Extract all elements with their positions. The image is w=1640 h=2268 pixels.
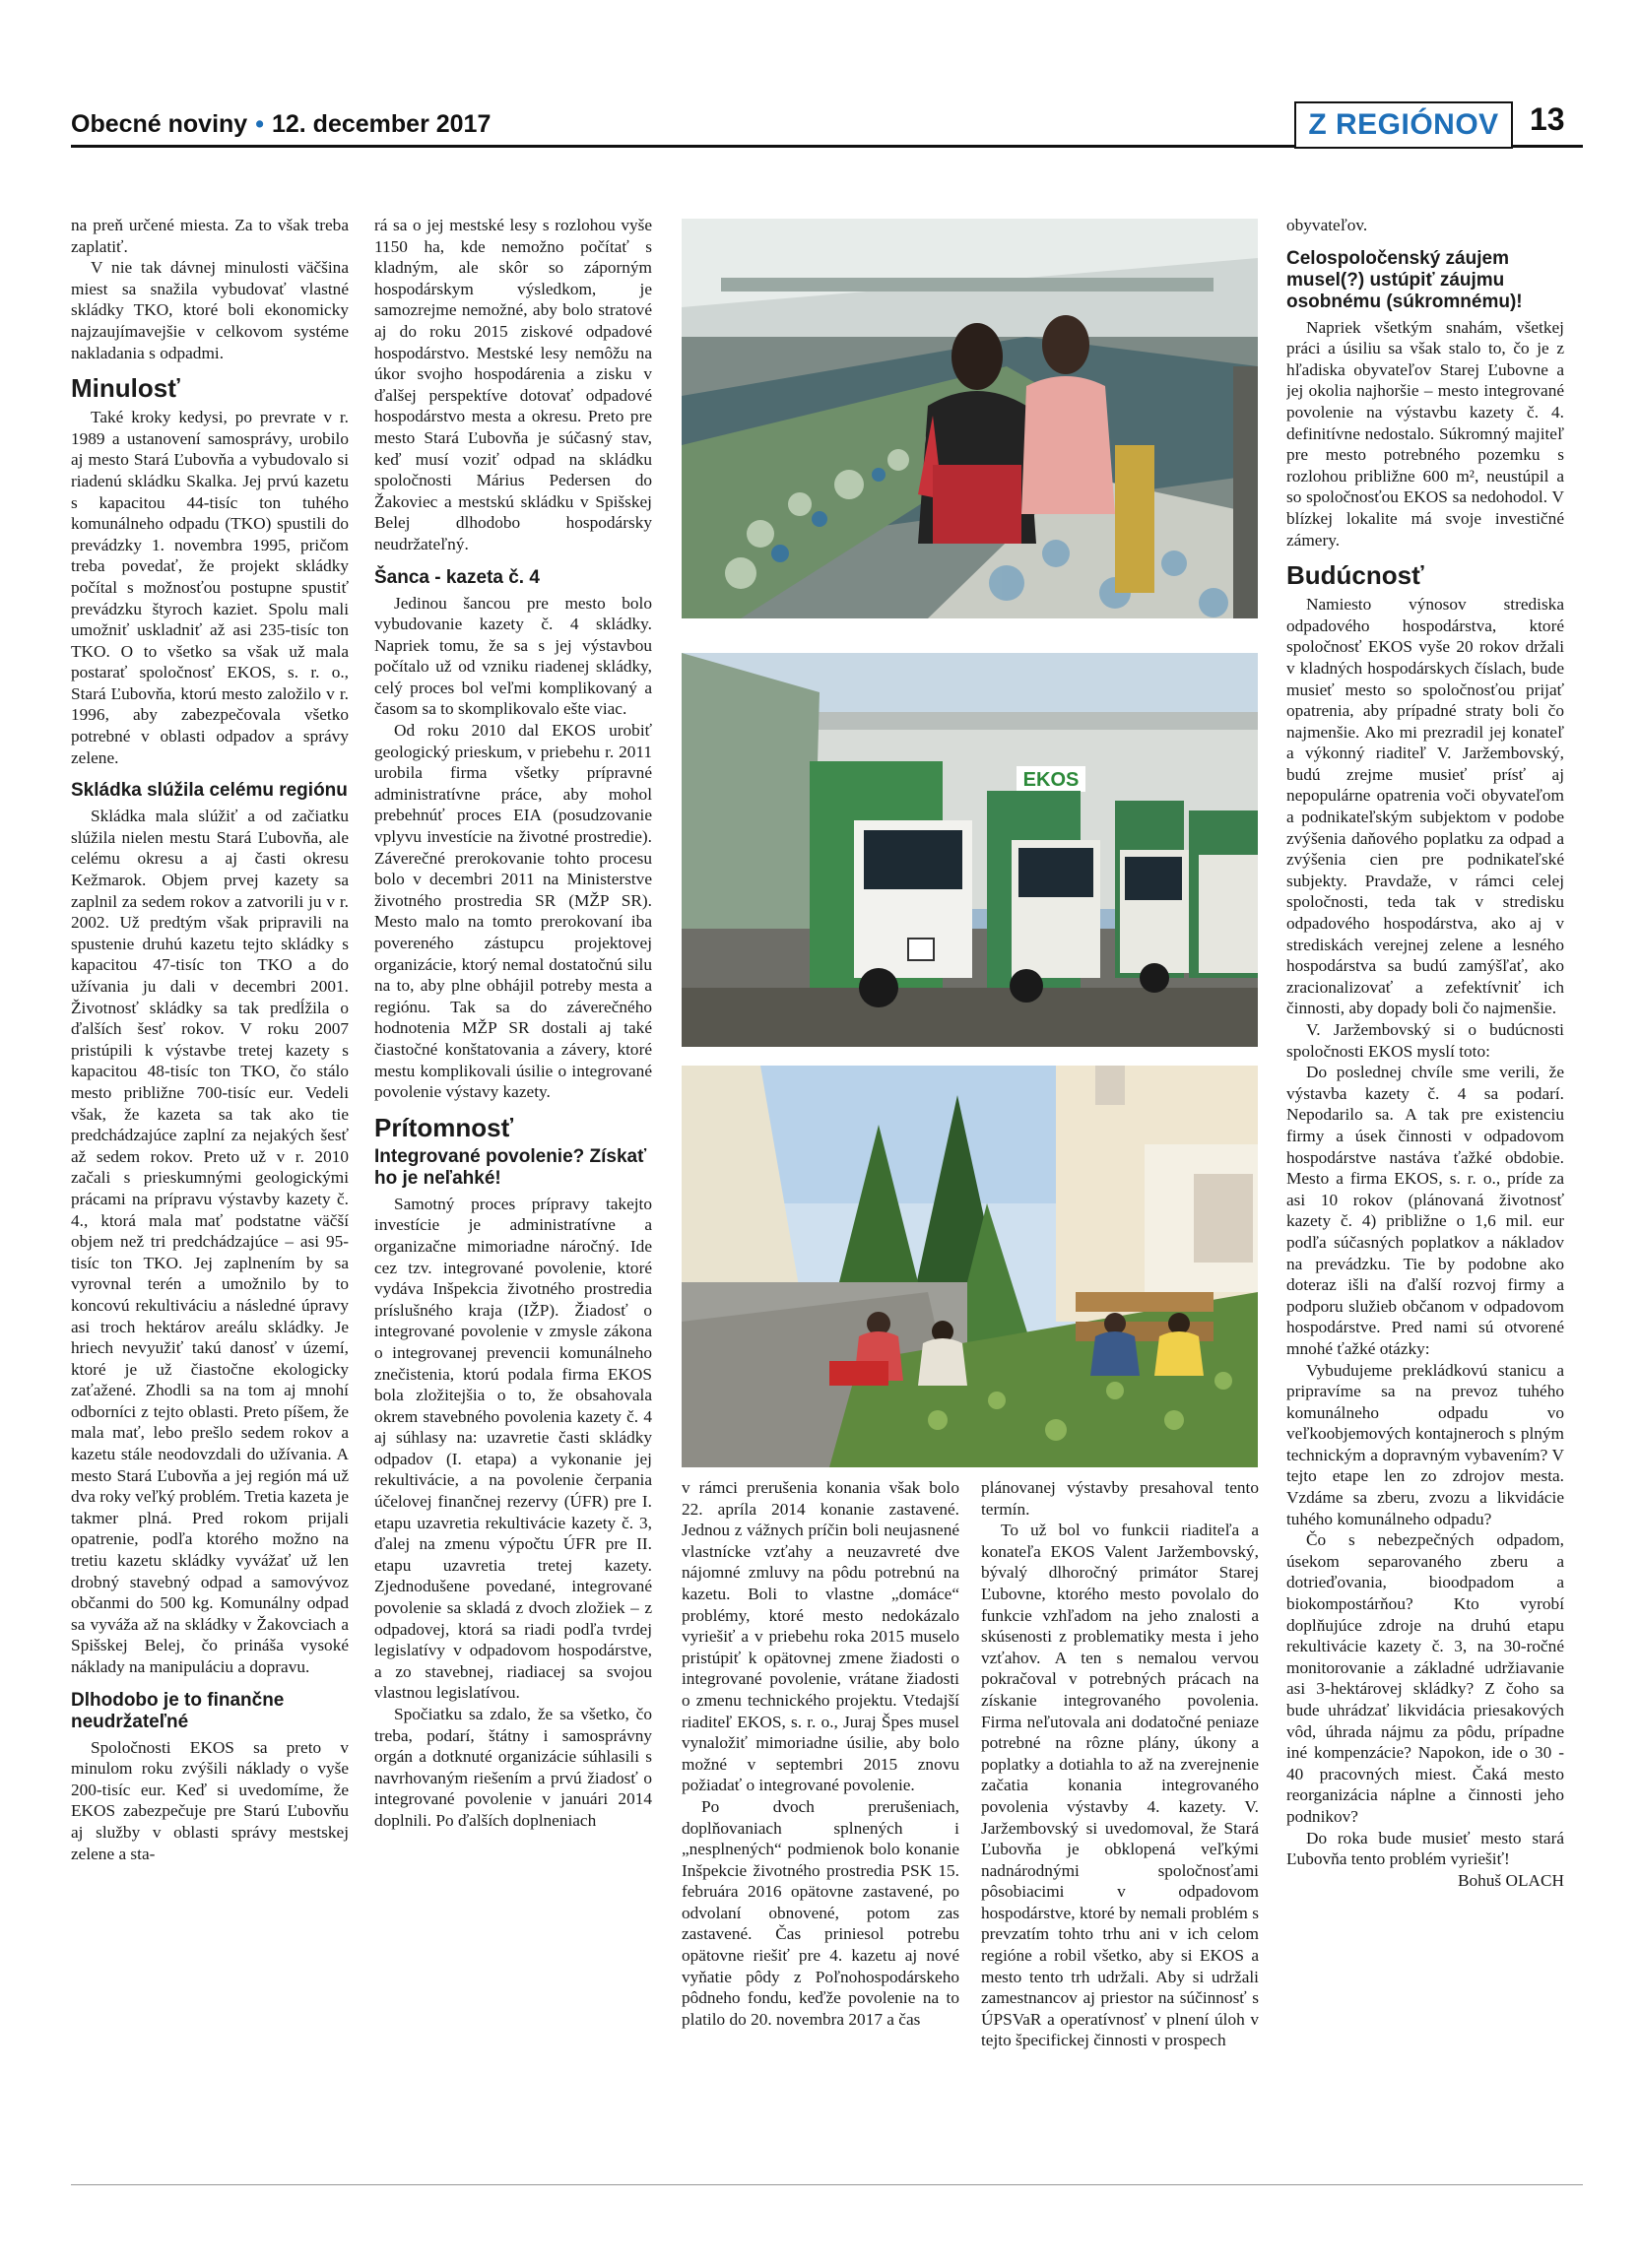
paragraph: Spoločnosti EKOS sa preto v minulom roku zvýšili náklady o vyše 200-tisíc eur. Keď si uvedomíme, že EKOS zabezpečuje pre Starú Ľubovňu aj služby v oblasti správy mestskej zelene a sta- bbox=[71, 1737, 349, 1863]
page-number: 13 bbox=[1530, 101, 1565, 137]
section-heading-dlhodobo: Dlhodobo je to finančne neudržateľné bbox=[71, 1689, 285, 1732]
paragraph: V. Jaržembovský si o budúcnosti spoločnosti EKOS myslí toto: bbox=[1286, 1020, 1564, 1061]
paragraph: Do poslednej chvíle sme verili, že výstavba kazety č. 4 sa podarí. Nepodarilo sa. A tak pre existenciu firmy a úsek činnosti v odpadovom hospodárstve nastáva ťažké obdobie. Mesto a firma EKOS, s. r. o., príde za asi 10 rokov (plánovaná životnosť kazety č. 4) približne o 1,6 mil. eur podľa súčasných poplatkov a nákladov na prevádzku. Tie by podobne ako doteraz išli na ďalší rozvoj firmy a podporu služieb občanom v odpadovom hospodárstve. Pred nami sú otvorené mnohé ťažké otázky: bbox=[1286, 1063, 1564, 1358]
paragraph: obyvateľov. bbox=[1286, 216, 1368, 234]
paragraph: rá sa o jej mestské lesy s rozlohou vyše 1150 ha, kde nemožno počítať s kladným, ale skôr so záporným hospodárskym výsledkom, je samozrejme nemožné, aby bolo stratové aj do roku 2015 ziskové odpadové hospodárstvo. Mestské lesy nemôžu na úkor svojho hospodárenia a zisku v ďalšej perspektíve dotovať odpadové hospodárstvo mesta a okresu. Preto pre mesto Stará Ľubovňa je súčasný stav, keď musí voziť odpad na skládku spoločnosti Márius Pedersen do Žakoviec a mestskú skládku v Spišskej Belej dlhodobo hospodársky neudržateľný. bbox=[374, 216, 652, 553]
paragraph: Po dvoch prerušeniach, doplňovaniach splnených i „nesplnených“ podmienok bolo konanie Inšpekcie životného prostredia PSK 15. februára 2016 opätovne zastavené, po odvolaní obnovené, potom zas zastavené. Čas priniesol potrebu opätovne riešiť pre 4. kazetu aj nové vyňatie pôdy z Poľnohospodárskeho pôdneho fondu, keďže povolenie na to platilo do 20. novembra 2017 a čas bbox=[682, 1796, 959, 2029]
column-4 bbox=[981, 1477, 1259, 2167]
paragraph: V nie tak dávnej minulosti väčšina miest sa snažila vybudovať vlastné skládky TKO, ktoré boli ekonomicky najzaujímavejšie v celkovom systéme nakladania s odpadmi. bbox=[71, 258, 349, 362]
footer-rule bbox=[71, 2184, 1583, 2185]
paragraph: Spočiatku sa zdalo, že sa všetko, čo treba, podarí, štátny i samosprávny orgán a dotknuté organizácie súhlasili s navrhovaným riešením a prvú žiadosť o integrované povolenie v januári 2014 doplnili. Po ďalších doplneniach bbox=[374, 1705, 652, 1830]
header-separator: • bbox=[255, 110, 264, 138]
paragraph: Jedinou šancou pre mesto bolo vybudovanie kazety č. 4 skládky. Napriek tomu, že sa s jej výstavbou počítalo už od vzniku riadenej skládky, celý proces bol veľmi komplikovaný a časom sa to skomplikovalo ešte viac. bbox=[374, 593, 652, 719]
section-heading-minulost: Minulosť bbox=[71, 373, 180, 404]
paragraph: Od roku 2010 dal EKOS urobiť geologický prieskum, v priebehu r. 2011 urobila firma všetky prípravné administratívne práce, aby mohol prebehnúť proces EIA (posudzovanie vplyvu investície na životné prostredie). Záverečné prerokovanie tohto procesu bolo v decembri 2011 na Ministerstve životného prostredia SR (MŽP SR). Mesto malo na tomto prerokovaní iba povereného zástupcu projektovej organizácie, ktorý nemal dostatočnú silu na to, aby plne obhájil potreby mesta a regiónu. Tak sa do záverečného hodnotenia MŽP SR dostali aj také čiastočné konštatovania a závery, ktoré mestu komplikovali úsilie o integrované povolenie výstavy kazety. bbox=[374, 721, 652, 1102]
column-3 bbox=[682, 1477, 959, 2167]
ekos-garbage-trucks-photo bbox=[682, 653, 1258, 1047]
section-heading-skladka: Skládka slúžila celému regiónu bbox=[71, 780, 348, 802]
paragraph: Do roka bude musieť mesto stará Ľubovňa tento problém vyriešiť! bbox=[1286, 1828, 1564, 1869]
paragraph: Namiesto výnosov strediska odpadového hospodárstva, ktoré spoločnosť EKOS vyše 20 rokov držali v kladných hospodárskych číslach, bude musieť mesto so spoločnosťou prijať opatrenia, aby prípadné straty boli čo najmenšie. Ako mi prezradil jej konateľ a výkonný riaditeľ V. Jaržembovský, budú zrejme musieť prísť aj nepopulárne opatrenia voči obyvateľom a podnikateľským subjektom v podobe zvýšenia daňového poplatku za odpad a zvýšenia cien pre podnikateľské subjekty. Pravdaže, v rámci celej spoločnosti, teda tak v stredisku odpadového hospodárstva, ako aj v strediskách verejnej zelene a lesného hospodárstva sa budú zamýšľať, ako zracionalizovať a zefektívniť ich činnosti, aby dopady boli čo najmenšie. bbox=[1286, 595, 1564, 1018]
section-heading-pritomnost: Prítomnosť bbox=[374, 1112, 514, 1142]
section-heading-buducnost: Budúcnosť bbox=[1286, 560, 1424, 591]
author-signature: Bohuš OLACH bbox=[1457, 1870, 1564, 1890]
running-header bbox=[71, 110, 491, 139]
subheading-integrovane: Integrované povolenie? Získať ho je neľahké! bbox=[374, 1145, 647, 1189]
paragraph: Skládka mala slúžiť a od začiatku slúžila nielen mestu Stará Ľubovňa, ale celému okresu a aj časti okresu Kežmarok. Objem prvej kazety sa zaplnil za sedem rokov a zatvorili ju v r. 2002. Už predtým však pripravili na spustenie druhú kazetu tejto skládky s kapacitou 47-tisíc ton TKO a do užívania ju dali v decembri 2001. Životnosť skládky sa tak predĺžila o ďalších šesť rokov. V roku 2007 pristúpili k výstavbe tretej kazety s kapacitou 48-tisíc ton TKO, čo stálo mesto približne 700-tisíc eur. Vedeli však, že kazeta sa tak ako tie predchádzajúce zaplní za nejakých šesť až sedem rokov. Preto už v r. 2010 začali s prieskumnými geologickými prácami na prípravu výstavby kazety č. 4., ktorá mala mať podstatne väčší objem než tri predchádzajúce – asi 95-tisíc ton TKO. Jej zaplnením by sa vyrovnal terén a umožnilo by to koncovú rekultiváciu a následné úpravy asi troch hektárov areálu skládky. Je hriech nevyužiť takú danosť v území, ktoré je už čiastočne ekologicky zaťažené. Zhodli sa na tom aj mnohí odborníci z tejto oblasti. Preto píšem, že mala mať, lebo prešlo sedem rokov a kazetu stále neodovzdali do užívania. A mesto Stará Ľubovňa a jej región má už dva roky veľký problém. Tretia kazeta je takmer plná. Pred rokom prijali opatrenie, podľa ktorého možno na tretiu kazetu skládky vyvážať už len drobný stavebný odpad a samovývoz občanmi do 500 kg. Komunálny odpad sa vyváža až na skládky v Žakovciach a Spišskej Belej, čo prináša vysoké náklady na manipuláciu a dopravu. bbox=[71, 807, 349, 1676]
section-label: Z REGIÓNOV bbox=[1294, 101, 1513, 149]
paragraph: Samotný proces prípravy takejto investície je administratívne a organizačne mimoriadne náročný. Ide cez tzv. integrované povolenie, ktoré vydáva Inšpekcia životného prostredia príslušného kraja (IŽP). Žiadosť o integrované povolenie v zmysle zákona o integrovanej prevencii komunálneho znečistenia, ktorú podala firma EKOS bola zložitejšia o to, že obsahovala okrem stavebného povolenia kazety č. 4 aj súhlasy na: uzavretie časti skládky odpadov (I. etapa) a vykonanie jej rekultivácie, a na povolenie čerpania účelovej finančnej rezervy (ÚFR) pre I. etapu uzavretia rekultivácie kazety č. 3, ďalej na zmenu výpočtu ÚFR pre II. etapu uzavretia tretej kazety. Zjednodušene povedané, integrované povolenie sa skladá z dvoch zložiek – z odpadovej, ktorá sa riadi podľa tvrdej legislatívy v odpadovom hospodárstve, a zo stavebnej, riadiacej sa svojou vlastnou legislatívou. bbox=[374, 1194, 652, 1703]
column-5 bbox=[1286, 215, 1564, 2176]
paragraph: Také kroky kedysi, po prevrate v r. 1989 a ustanovení samosprávy, urobilo aj mesto Stará Ľubovňa a vybudovalo si riadenú skládku Skalka. Jej prvú kazetu s kapacitou 44-tisíc ton tuhého komunálneho odpadu (TKO) spustili do prevádzky 1. novembra 1995, pričom treba povedať, že projekt skládky počítal s možnosťou postupne spustiť prevádzku štyroch kaziet. Spolu mali umožniť uskladniť až asi 235-tisíc ton TKO. O to všetko sa však už mala postarať spoločnosť EKOS, s. r. o., Stará Ľubovňa, ktorú mesto založilo v r. 1996, aby zabezpečovala všetko potrebné v oblasti odpadov a správy zelene. bbox=[71, 408, 349, 767]
paragraph: na preň určené miesta. Za to však treba zaplatiť. bbox=[71, 216, 349, 256]
column-1 bbox=[71, 215, 349, 2165]
section-heading-sanca: Šanca - kazeta č. 4 bbox=[374, 566, 540, 588]
recycling-sorting-line-photo bbox=[682, 219, 1258, 618]
paragraph: Vybudujeme prekládkovú stanicu a pripravíme sa na prevoz tuhého komunálneho odpadu vo veľkoobjemových kontajneroch s plným technickým a dopravným vybavením? V tejto etape len zo zdrojov mesta. Vzdáme sa zberu, zvozu a likvidácie tuhého komunálneho odpadu? bbox=[1286, 1360, 1564, 1528]
paragraph: Čo s nebezpečných odpadom, úsekom separovaného zberu a dotrieďovania, bioodpadom a biokompostárňou? Kto vyrobí doplňujúce zdroje na druhú etapu rekultivácie kazety č. 3, na 30-ročné monitorovanie a základné udržiavanie asi 3-hektárovej skládky? Z čoho sa bude uhrádzať likvidácia priesakových vôd, úhrada nájmu za pôdu, prípadne iné kompenzácie? Napokon, ide o 30 - 40 pracovných miest. Čaká mesto reorganizácia náplne a činnosti jeho podnikov? bbox=[1286, 1530, 1564, 1826]
section-heading-celospolocensky: Celospoločenský záujem musel(?) ustúpiť záujmu osobnému (súkromnému)! bbox=[1286, 247, 1523, 312]
issue-date: 12. december 2017 bbox=[271, 110, 492, 138]
paragraph: plánovanej výstavby presahoval tento termín. bbox=[981, 1478, 1259, 1519]
paragraph: v rámci prerušenia konania však bolo 22. apríla 2014 konanie zastavené. Jednou z vážnych príčin boli neujasnené vlastnícke vzťahy a neuzavreté dve nájomné zmluvy na pôdu potrebnú na kazetu. Boli to vlastne „domáce“ problémy, ktoré mesto nedokázalo vyriešiť a v priebehu roka 2015 muselo pristúpiť k opätovnej zmene žiadosti o integrované povolenie, vrátane žiadosti o zmenu technického projektu. Vtedajší riaditeľ EKOS, s. r. o., Juraj Špes musel vynaložiť mimoriadne úsilie, aby bolo možné v septembri 2015 znovu požiadať o integrované povolenie. bbox=[682, 1478, 959, 1795]
paragraph: To už bol vo funkcii riaditeľa a konateľa EKOS Valent Jaržembovský, bývalý dlhoročný primátor Starej Ľubovne, ktorého mesto povolalo do funkcie vzhľadom na jeho znalosti a skúsenosti z problematiky mesta i jeho vzťahov. A ten s nemalou vervou pokračoval v potrebných prácach na získanie integrovaného povolenia. Firma neľutovala ani dodatočné peniaze potrebné na rôzne plány, úkony a poplatky a dotiahla to až na zverejnenie začatia konania integrovaného povolenia výstavby 4. kazety. V. Jaržembovský si uvedomoval, že Stará Ľubovňa je obklopená veľkými nadnárodnými spoločnosťami pôsobiacimi v odpadovom hospodárstve, ktoré by nemali problém s prevzatím tohto trhu ani v ich celom regióne a robil všetko, aby si EKOS a mesto tento trh udržali. Aby si udržali zamestnancov aj priestor na súčinnosť s ÚPSVaR a operatívnosť v plnení úloh v tejto špecifickej činnosti v prospech bbox=[981, 1521, 1259, 2050]
flower-bed-workers-photo bbox=[682, 1066, 1258, 1467]
publication-name: Obecné noviny bbox=[71, 110, 248, 138]
column-2 bbox=[374, 215, 652, 2165]
paragraph: Napriek všetkým snahám, všetkej práci a úsiliu sa však stalo to, čo je z hľadiska obyvateľov Starej Ľubovne a jej okolia najhoršie – mesto integrované povolenie na výstavbu kazety č. 4. definitívne nedostalo. Súkromný majiteľ pre mesto potrebného pozemku s rozlohou približne 600 m², neustúpil a so spoločnosťou EKOS sa nedohodol. V blízkej lokalite má svoje investičné zámery. bbox=[1286, 317, 1564, 550]
svg-text:EKOS: EKOS bbox=[1022, 769, 1080, 791]
